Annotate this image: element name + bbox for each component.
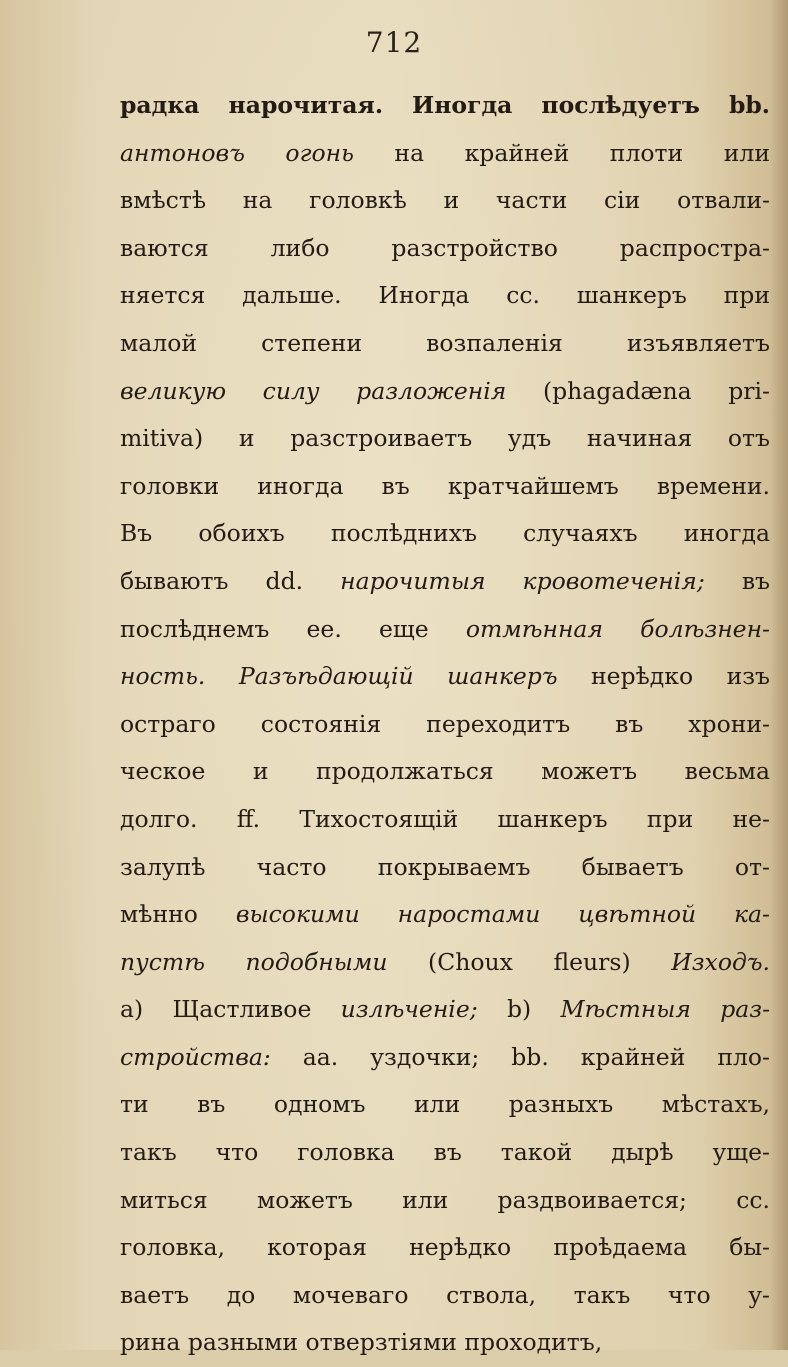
text-segment: миться можетъ или раздвоивается; cc. xyxy=(120,1185,770,1214)
text-line xyxy=(120,510,770,558)
text-line xyxy=(120,796,770,844)
text-line xyxy=(120,177,770,225)
text-line xyxy=(120,463,770,511)
text-segment: въ xyxy=(704,566,770,595)
text-line xyxy=(120,320,770,368)
text-segment: рина разными отверзтіями проходитъ, xyxy=(120,1328,603,1357)
text-segment: ческое и продолжаться можетъ весьма xyxy=(120,757,770,786)
text-segment: антоновъ огонь xyxy=(120,138,354,167)
text-line xyxy=(120,272,770,320)
text-segment: b) xyxy=(477,995,561,1024)
text-segment: вмѣстѣ на головкѣ и части сіи отвали- xyxy=(120,186,770,215)
text-line xyxy=(120,891,770,939)
text-segment: (phagadæna pri- xyxy=(506,376,770,405)
text-segment: ность. Разъѣдающій шанкеръ xyxy=(120,662,558,691)
text-segment: залупѣ часто покрываемъ бываетъ от- xyxy=(120,852,770,881)
text-segment: няется дальше. Иногда cc. шанкеръ при xyxy=(120,281,770,310)
text-segment: Въ обоихъ послѣднихъ случаяхъ иногда xyxy=(120,519,770,548)
text-line xyxy=(120,130,770,178)
text-line xyxy=(120,844,770,892)
page-number: 712 xyxy=(365,26,423,59)
text-segment: излѣченіе; xyxy=(340,995,478,1024)
text-segment: ваются либо разстройство распростра- xyxy=(120,233,770,262)
text-segment: aa. уздочки; bb. крайней пло- xyxy=(270,1042,770,1071)
text-segment: (Choux fleurs) xyxy=(387,947,672,976)
text-segment: нарочитыя кровотеченія; xyxy=(340,566,705,595)
text-line xyxy=(120,225,770,273)
text-segment: ти въ одномъ или разныхъ мѣстахъ, xyxy=(120,1090,770,1119)
text-segment: a) Щастливое xyxy=(120,995,341,1024)
body-text xyxy=(120,82,770,1367)
text-segment: ваетъ до мочеваго ствола, такъ что у- xyxy=(120,1280,770,1309)
text-line xyxy=(120,701,770,749)
text-line xyxy=(120,939,770,987)
text-line xyxy=(120,1272,770,1320)
text-segment: Мѣстныя раз- xyxy=(560,995,770,1024)
text-segment: нерѣдко изъ xyxy=(557,662,770,691)
text-segment: высокими наростами цвѣтной ка- xyxy=(235,900,770,929)
text-line xyxy=(120,82,770,130)
text-line xyxy=(120,1177,770,1225)
text-segment: mitiva) и разстроиваетъ удъ начиная отъ xyxy=(120,424,770,453)
text-segment: отмѣнная болѣзнен- xyxy=(465,614,770,643)
text-line xyxy=(120,653,770,701)
text-line xyxy=(120,368,770,416)
text-segment: пустѣ подобными xyxy=(120,947,388,976)
text-line xyxy=(120,606,770,654)
text-segment: малой степени возпаленія изъявляетъ xyxy=(120,328,770,357)
text-segment: головка, которая нерѣдко проѣдаема бы- xyxy=(120,1233,770,1262)
text-segment: послѣднемъ ee. еще xyxy=(120,614,466,643)
text-segment: мѣнно xyxy=(120,900,236,929)
text-line xyxy=(120,558,770,606)
text-segment: остраго состоянія переходитъ въ хрони- xyxy=(120,709,770,738)
text-segment: такъ что головка въ такой дырѣ уще- xyxy=(120,1138,770,1167)
text-segment: бываютъ dd. xyxy=(120,566,341,595)
text-line xyxy=(120,748,770,796)
text-segment: долго. ff. Тихостоящій шанкеръ при не- xyxy=(120,804,770,833)
text-line xyxy=(120,1081,770,1129)
text-line xyxy=(120,1319,770,1367)
text-segment: Изходъ. xyxy=(671,947,770,976)
text-segment: великую силу разложенія xyxy=(120,376,507,405)
text-segment: стройства: xyxy=(120,1042,271,1071)
text-line xyxy=(120,415,770,463)
text-segment: на крайней плоти или xyxy=(353,138,770,167)
text-segment: головки иногда въ кратчайшемъ времени. xyxy=(120,471,770,500)
text-line xyxy=(120,1129,770,1177)
text-line xyxy=(120,1034,770,1082)
page-edge-shadow xyxy=(770,0,788,1350)
text-line xyxy=(120,1224,770,1272)
text-segment: радка нарочитая. Иногда послѣдуетъ bb. xyxy=(120,91,770,119)
text-line xyxy=(120,986,770,1034)
